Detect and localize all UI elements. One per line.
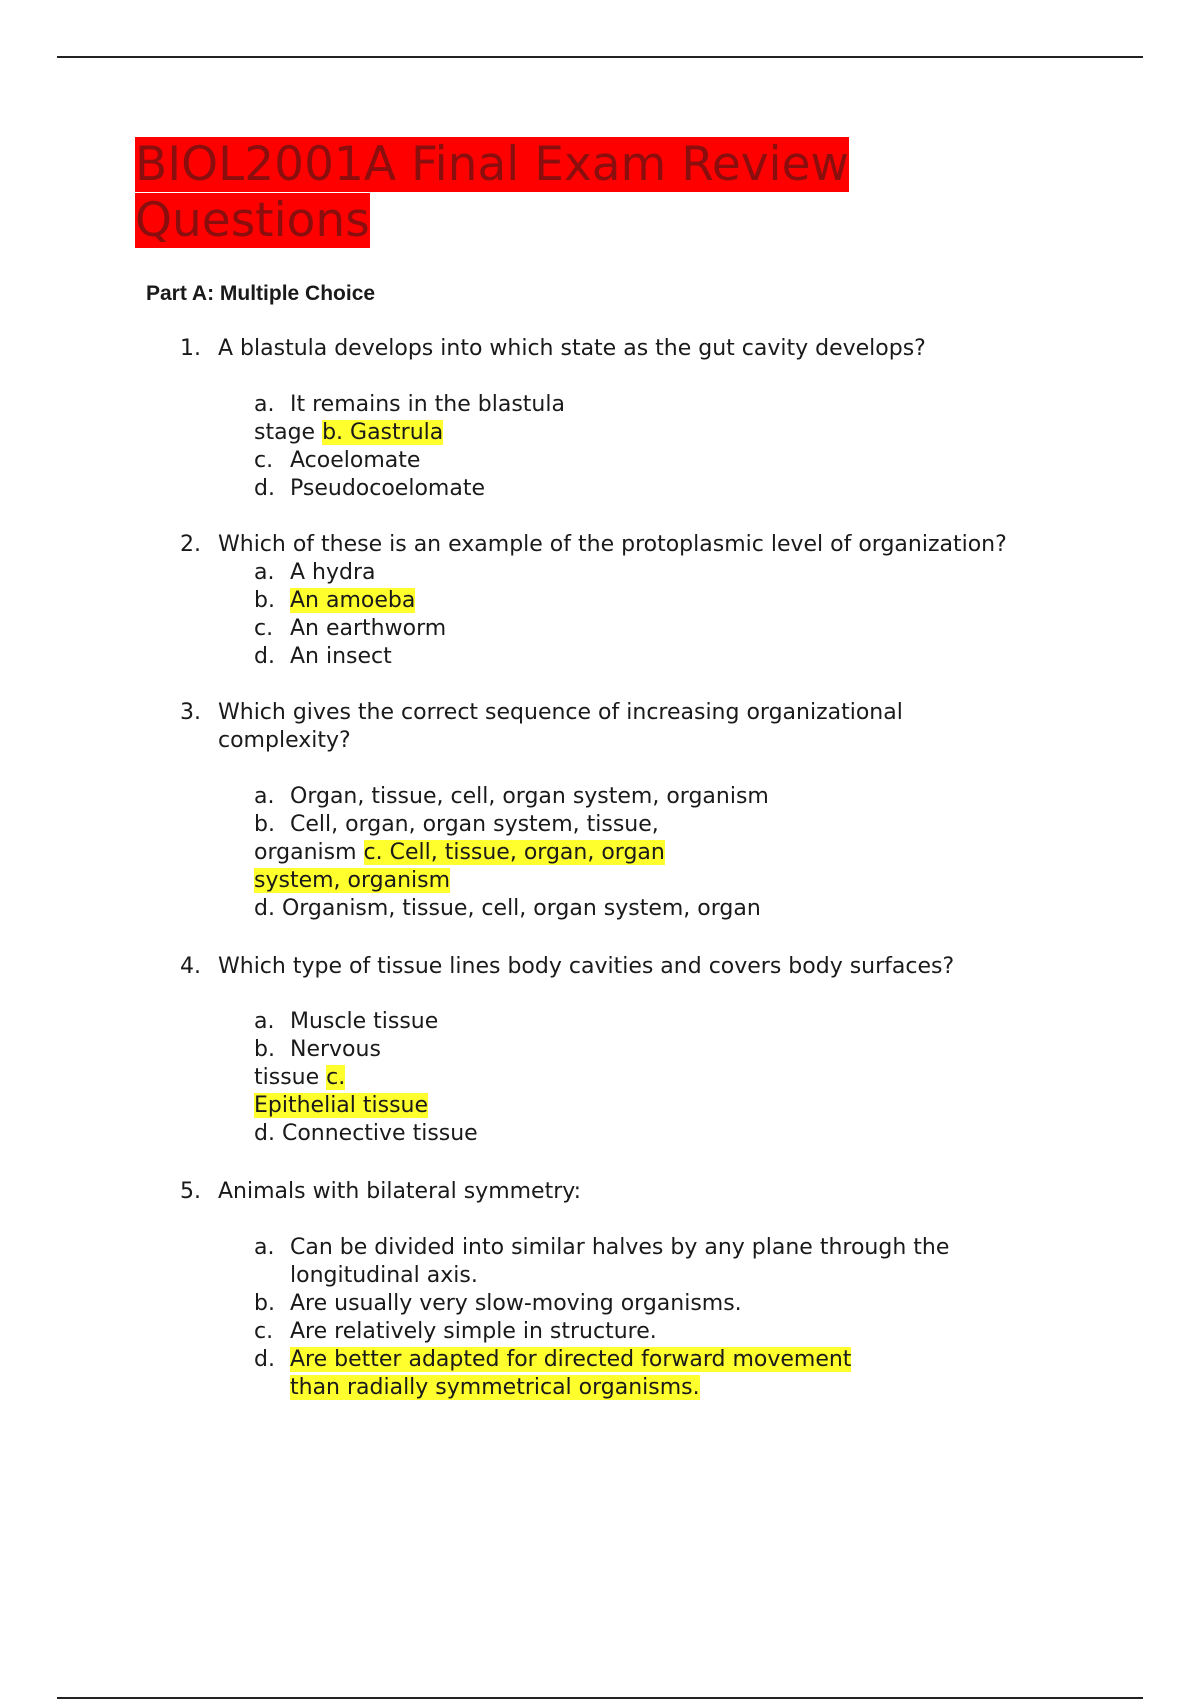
answer-highlight: system, organism <box>254 868 451 893</box>
question-2-options <box>254 559 974 671</box>
option-text: It remains in the blastula <box>290 392 565 417</box>
option-label: d. <box>254 644 275 669</box>
option-b <box>254 587 974 615</box>
option-label: a. <box>254 1235 275 1260</box>
option-label: b. <box>254 1037 275 1062</box>
option-label: a. <box>254 1009 275 1034</box>
bottom-rule <box>57 1697 1143 1699</box>
option-c-line <box>254 1064 974 1092</box>
option-label: b. <box>254 588 275 613</box>
option-label: a. <box>254 560 275 585</box>
question-4-options <box>254 1008 974 1148</box>
question-number: 4. <box>180 954 201 979</box>
option-a <box>254 559 974 587</box>
question-text: A blastula develops into which state as the gut cavity develops? <box>218 336 926 361</box>
answer-highlight: than radially symmetrical organisms. <box>290 1375 700 1400</box>
question-number: 2. <box>180 532 201 557</box>
answer-highlight: b. Gastrula <box>322 420 444 445</box>
option-d <box>254 1346 974 1402</box>
option-text: A hydra <box>290 560 376 585</box>
option-label: c. <box>254 1319 274 1344</box>
option-b <box>254 1036 974 1064</box>
section-heading: Part A: Multiple Choice <box>146 282 376 305</box>
question-text: Which type of tissue lines body cavities and covers body surfaces? <box>218 954 955 979</box>
option-text: Organ, tissue, cell, organ system, organism <box>290 784 769 809</box>
option-text: Are usually very slow-moving organisms. <box>290 1291 742 1316</box>
option-a <box>254 1008 974 1036</box>
option-b <box>254 811 974 839</box>
option-text: Acoelomate <box>290 448 421 473</box>
option-d <box>254 1120 974 1148</box>
answer-highlight: c. Cell, tissue, organ, organ <box>363 840 665 865</box>
option-label: c. <box>254 448 274 473</box>
option-a <box>254 1234 974 1290</box>
option-b-line <box>254 419 974 447</box>
option-text: Can be divided into similar halves by any plane through the longitudinal axis. <box>290 1235 950 1288</box>
option-text: Muscle tissue <box>290 1009 439 1034</box>
top-rule <box>57 56 1143 58</box>
question-number: 5. <box>180 1179 201 1204</box>
option-label: a. <box>254 784 275 809</box>
option-text: d. Organism, tissue, cell, organ system, organ <box>254 896 761 921</box>
option-text: Nervous <box>290 1037 381 1062</box>
option-text: Cell, organ, organ system, tissue, <box>290 812 659 837</box>
option-text: organism <box>254 840 357 865</box>
option-text: tissue <box>254 1065 320 1090</box>
option-a <box>254 783 974 811</box>
option-text: Are relatively simple in structure. <box>290 1319 657 1344</box>
question-3-options <box>254 783 974 923</box>
question-text: Which gives the correct sequence of increasing organizational complexity? <box>218 700 903 753</box>
answer-highlight: Are better adapted for directed forward movement <box>290 1347 852 1372</box>
option-text: An insect <box>290 644 392 669</box>
option-label: d. <box>254 1347 275 1372</box>
option-d <box>254 475 974 503</box>
answer-highlight: c. <box>326 1065 346 1090</box>
question-1-options <box>254 391 974 503</box>
answer-highlight: Epithelial tissue <box>254 1093 429 1118</box>
option-d <box>254 643 974 671</box>
question-text: Which of these is an example of the protoplasmic level of organization? <box>218 532 1007 557</box>
question-text: Animals with bilateral symmetry: <box>218 1179 582 1204</box>
title-line-2: Questions <box>135 193 370 248</box>
option-c-continued <box>254 867 974 895</box>
option-b <box>254 1290 974 1318</box>
option-label: d. <box>254 476 275 501</box>
option-text: An earthworm <box>290 616 447 641</box>
option-c <box>254 615 974 643</box>
question-5-options <box>254 1234 974 1402</box>
question-number: 3. <box>180 700 201 725</box>
option-label: a. <box>254 392 275 417</box>
question-number: 1. <box>180 336 201 361</box>
option-d <box>254 895 974 923</box>
option-label: b. <box>254 812 275 837</box>
document-title <box>135 137 849 249</box>
option-c-continued <box>254 1092 974 1120</box>
title-line-1: BIOL2001A Final Exam Review <box>135 137 849 192</box>
answer-highlight: An amoeba <box>290 588 416 613</box>
option-a <box>254 391 974 419</box>
option-c <box>254 447 974 475</box>
option-c-line <box>254 839 974 867</box>
option-label: b. <box>254 1291 275 1316</box>
option-c <box>254 1318 974 1346</box>
option-label: c. <box>254 616 274 641</box>
option-text: Pseudocoelomate <box>290 476 485 501</box>
option-text: d. Connective tissue <box>254 1121 478 1146</box>
option-text: stage <box>254 420 316 445</box>
